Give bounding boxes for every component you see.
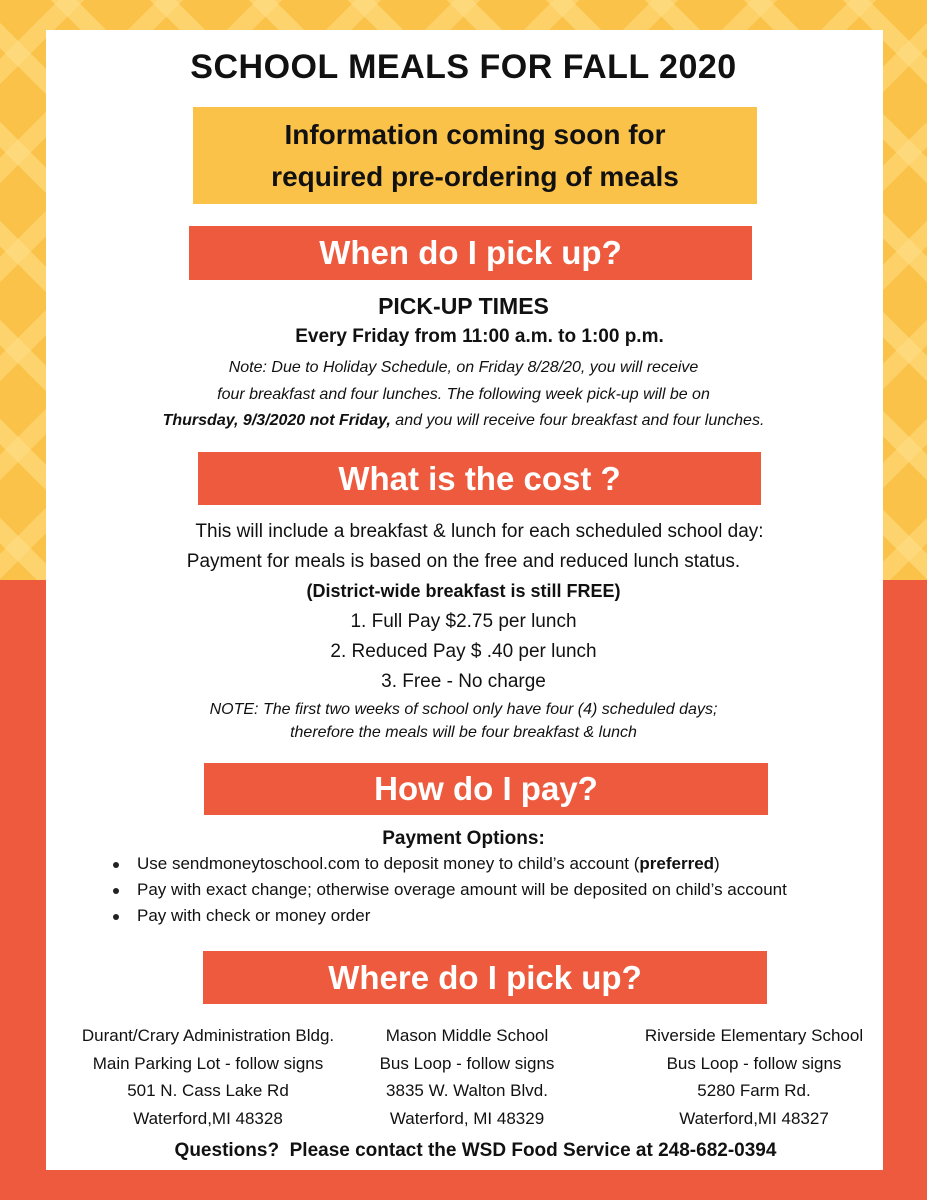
location-detail: Bus Loop - follow signs — [666, 1053, 842, 1073]
pre-order-notice — [193, 107, 757, 204]
cost-line-2: Payment for meals is based on the free and reduced lunch status. — [186, 551, 741, 572]
pickup-times-value: Every Friday from 11:00 a.m. to 1:00 p.m. — [295, 326, 664, 347]
location-name: Riverside Elementary School — [644, 1026, 864, 1045]
location-riverside — [604, 1022, 904, 1132]
location-detail: Bus Loop - follow signs — [379, 1053, 555, 1073]
payment-option-1-close: ) — [714, 854, 720, 873]
preferred-label: preferred — [639, 854, 715, 873]
payment-option-1-text: Use sendmoneytoschool.com to deposit money to child’s account ( — [137, 854, 640, 873]
location-street: 5280 Farm Rd. — [697, 1081, 811, 1100]
when-pickup-heading: When do I pick up? — [189, 226, 752, 280]
payment-option — [110, 877, 787, 903]
holiday-note-rest: and you will receive four breakfast and four lunches. — [390, 412, 765, 429]
pickup-times-subheading: PICK-UP TIMES — [378, 293, 549, 319]
free-breakfast-note: (District-wide breakfast is still FREE) — [306, 581, 621, 601]
cost-heading: What is the cost ? — [198, 452, 761, 505]
cost-option-free: 3. Free - No charge — [381, 671, 546, 692]
payment-option — [110, 903, 787, 929]
holiday-note-line-3 — [0, 412, 927, 430]
location-mason — [342, 1022, 592, 1132]
bullet-icon — [113, 862, 119, 868]
location-street: 501 N. Cass Lake Rd — [127, 1081, 289, 1100]
payment-option-2-text: Pay with exact change; otherwise overage amount will be deposited on child’s account — [137, 880, 787, 899]
payment-options-subheading: Payment Options: — [382, 828, 545, 849]
holiday-note-line-2: four breakfast and four lunches. The following week pick-up will be on — [217, 386, 710, 403]
location-city: Waterford,MI 48327 — [679, 1108, 829, 1128]
payment-option-3-text: Pay with check or money order — [137, 906, 371, 925]
notice-line-2: required pre-ordering of meals — [271, 160, 679, 192]
page-title: SCHOOL MEALS FOR FALL 2020 — [190, 48, 737, 86]
location-name: Durant/Crary Administration Bldg. — [81, 1026, 335, 1045]
notice-line-1: Information coming soon for — [284, 118, 666, 150]
bullet-icon — [113, 914, 119, 920]
contact-info: Questions? Please contact the WSD Food Service at 248-682-0394 — [174, 1140, 777, 1161]
location-name: Mason Middle School — [385, 1026, 549, 1045]
bullet-icon — [113, 888, 119, 894]
location-durant-crary — [58, 1022, 358, 1132]
payment-option — [110, 851, 787, 877]
cost-option-full: 1. Full Pay $2.75 per lunch — [350, 611, 577, 632]
location-city: Waterford,MI 48328 — [133, 1108, 283, 1128]
location-detail: Main Parking Lot - follow signs — [92, 1053, 324, 1073]
payment-options-list — [110, 851, 787, 929]
holiday-note-line-1: Note: Due to Holiday Schedule, on Friday 8/28/20, you will receive — [228, 359, 699, 376]
where-pickup-heading: Where do I pick up? — [203, 951, 767, 1004]
cost-line-1: This will include a breakfast & lunch for each scheduled school day: — [195, 521, 764, 542]
holiday-note-bold: Thursday, 9/3/2020 not Friday, — [162, 412, 391, 429]
cost-note-line-1: NOTE: The first two weeks of school only have four (4) scheduled days; — [209, 701, 718, 718]
pay-heading: How do I pay? — [204, 763, 768, 815]
cost-option-reduced: 2. Reduced Pay $ .40 per lunch — [330, 641, 597, 662]
location-city: Waterford, MI 48329 — [389, 1108, 545, 1128]
location-street: 3835 W. Walton Blvd. — [386, 1081, 548, 1100]
cost-note-line-2: therefore the meals will be four breakfast & lunch — [290, 724, 637, 741]
